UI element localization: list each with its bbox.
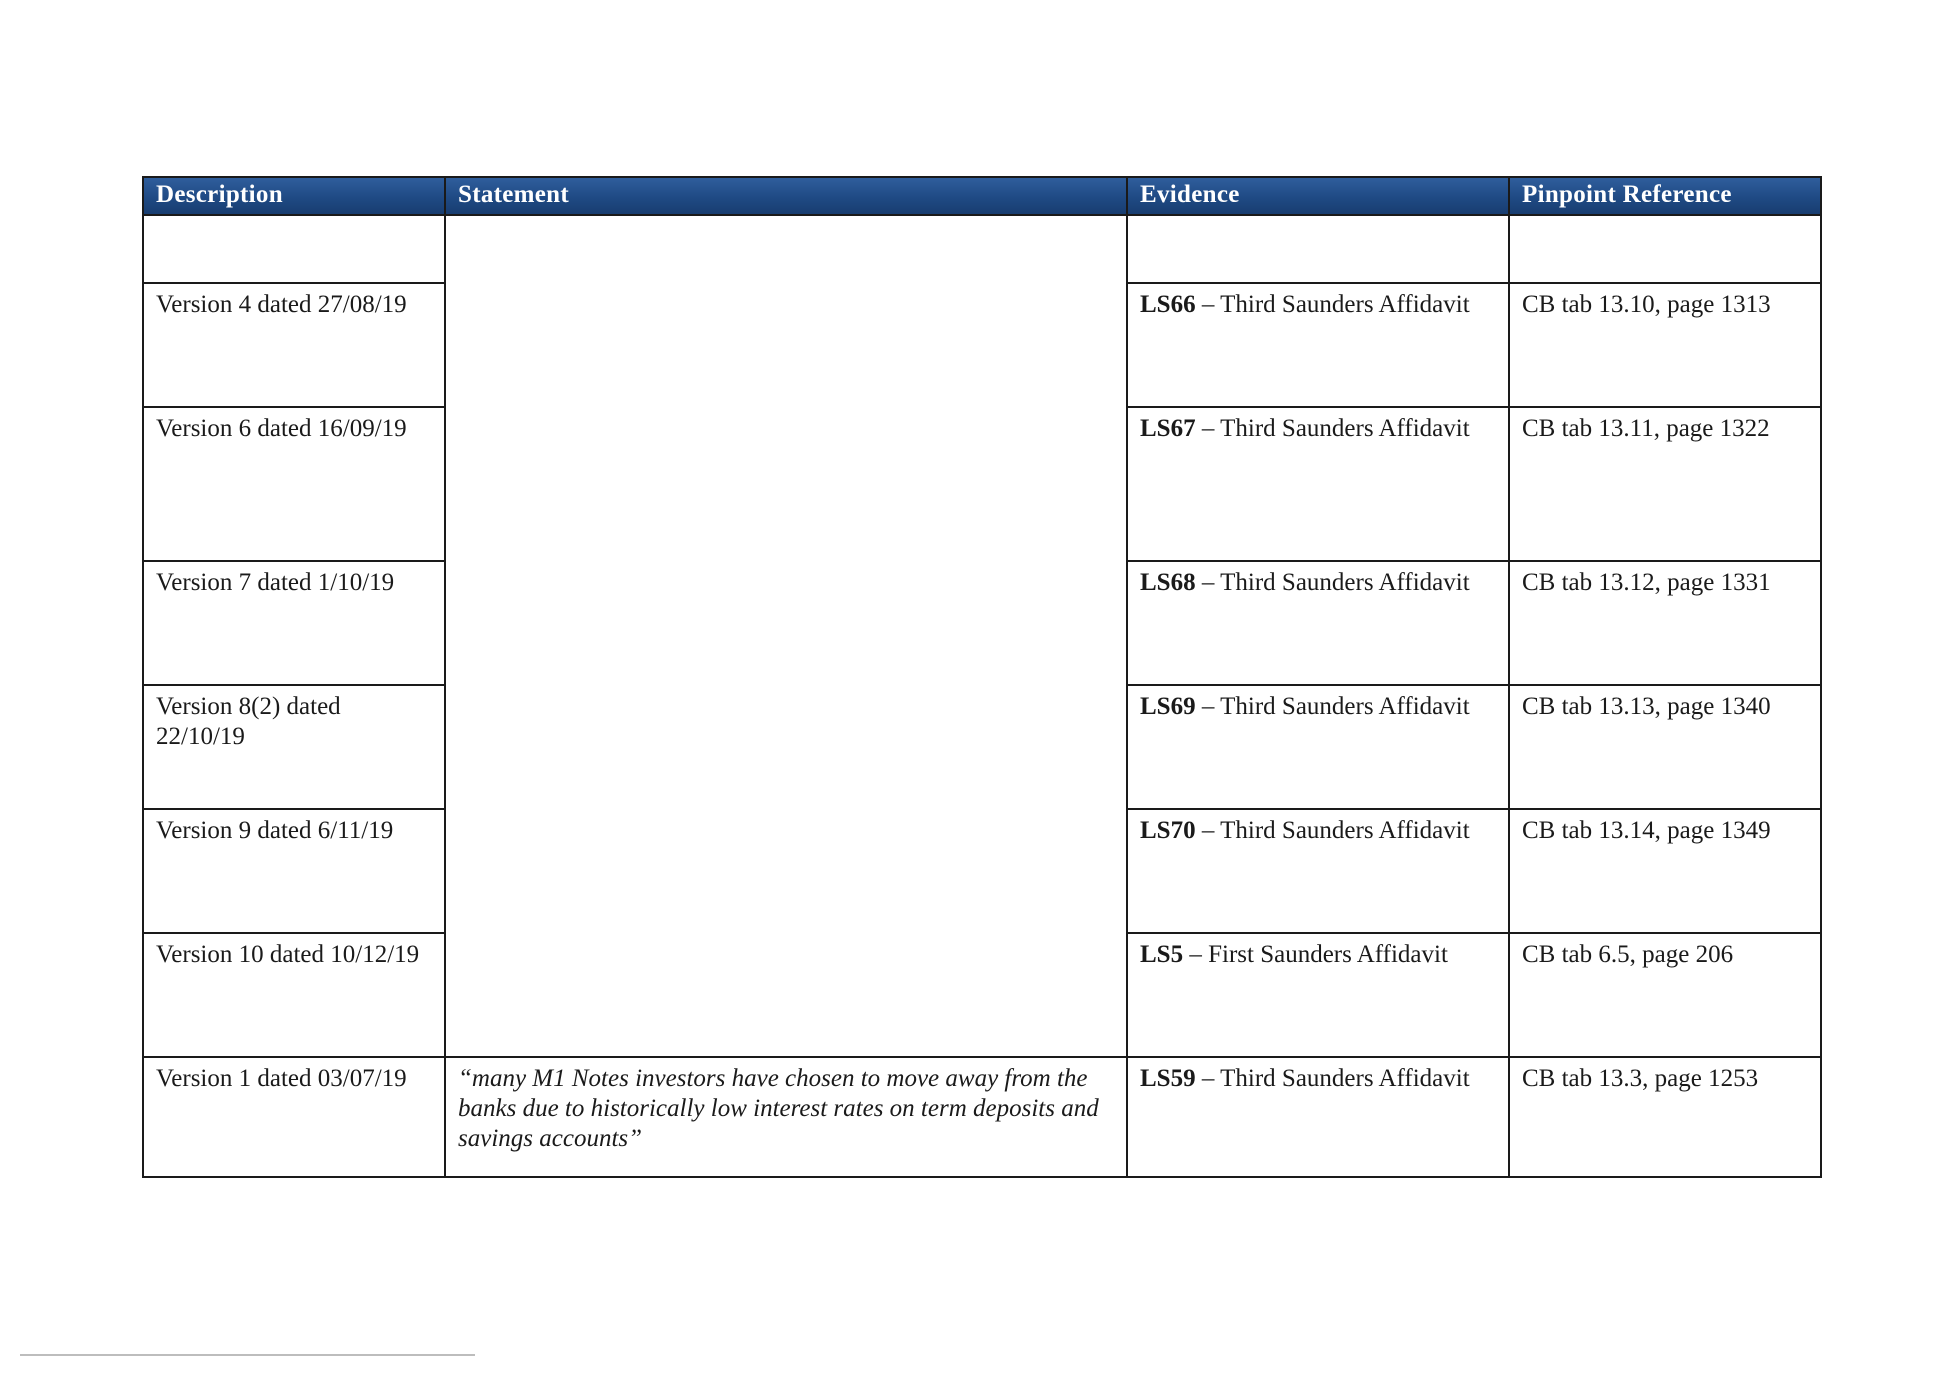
evidence-text: – Third Saunders Affidavit: [1195, 569, 1470, 596]
footer-divider: [20, 1354, 475, 1356]
header-description: Description: [143, 177, 445, 215]
description-cell: [143, 215, 445, 283]
table-header-row: [143, 177, 1821, 215]
pinpoint-cell: CB tab 13.3, page 1253: [1509, 1057, 1821, 1177]
statement-cell: [445, 215, 1127, 1057]
table-row: [143, 215, 1821, 283]
header-statement: Statement: [445, 177, 1127, 215]
description-cell: Version 9 dated 6/11/19: [143, 809, 445, 933]
evidence-cell: [1127, 1057, 1509, 1177]
evidence-cell: [1127, 407, 1509, 561]
evidence-code: LS70: [1140, 817, 1196, 844]
description-cell: Version 1 dated 03/07/19: [143, 1057, 445, 1177]
pinpoint-cell: CB tab 13.12, page 1331: [1509, 561, 1821, 685]
evidence-cell: [1127, 933, 1509, 1057]
evidence-code: LS5: [1140, 941, 1184, 968]
pinpoint-cell: CB tab 13.11, page 1322: [1509, 407, 1821, 561]
evidence-text: – Third Saunders Affidavit: [1195, 693, 1470, 720]
statement-quote-cell: “many M1 Notes investors have chosen to move away from the banks due to historically low interest rates on term deposits and savings accounts”: [445, 1057, 1127, 1177]
table-row: [143, 1057, 1821, 1177]
evidence-cell: [1127, 215, 1509, 283]
pinpoint-cell: CB tab 13.14, page 1349: [1509, 809, 1821, 933]
evidence-text: – Third Saunders Affidavit: [1195, 1065, 1470, 1092]
evidence-cell: [1127, 809, 1509, 933]
evidence-code: LS68: [1140, 569, 1196, 596]
evidence-text: – Third Saunders Affidavit: [1195, 291, 1470, 318]
evidence-text: – Third Saunders Affidavit: [1195, 415, 1470, 442]
evidence-code: LS67: [1140, 415, 1196, 442]
evidence-cell: [1127, 283, 1509, 407]
evidence-code: LS59: [1140, 1065, 1196, 1092]
pinpoint-cell: [1509, 215, 1821, 283]
evidence-code: LS69: [1140, 693, 1196, 720]
header-evidence: Evidence: [1127, 177, 1509, 215]
pinpoint-cell: CB tab 6.5, page 206: [1509, 933, 1821, 1057]
pinpoint-cell: CB tab 13.13, page 1340: [1509, 685, 1821, 809]
evidence-text: – Third Saunders Affidavit: [1195, 817, 1470, 844]
description-cell: Version 7 dated 1/10/19: [143, 561, 445, 685]
evidence-cell: [1127, 685, 1509, 809]
description-cell: Version 6 dated 16/09/19: [143, 407, 445, 561]
evidence-cell: [1127, 561, 1509, 685]
header-pinpoint-reference: Pinpoint Reference: [1509, 177, 1821, 215]
pinpoint-cell: CB tab 13.10, page 1313: [1509, 283, 1821, 407]
description-cell: Version 10 dated 10/12/19: [143, 933, 445, 1057]
description-cell: Version 8(2) dated 22/10/19: [143, 685, 445, 809]
evidence-code: LS66: [1140, 291, 1196, 318]
evidence-text: – First Saunders Affidavit: [1183, 941, 1448, 968]
evidence-table: [142, 176, 1822, 1178]
description-cell: Version 4 dated 27/08/19: [143, 283, 445, 407]
